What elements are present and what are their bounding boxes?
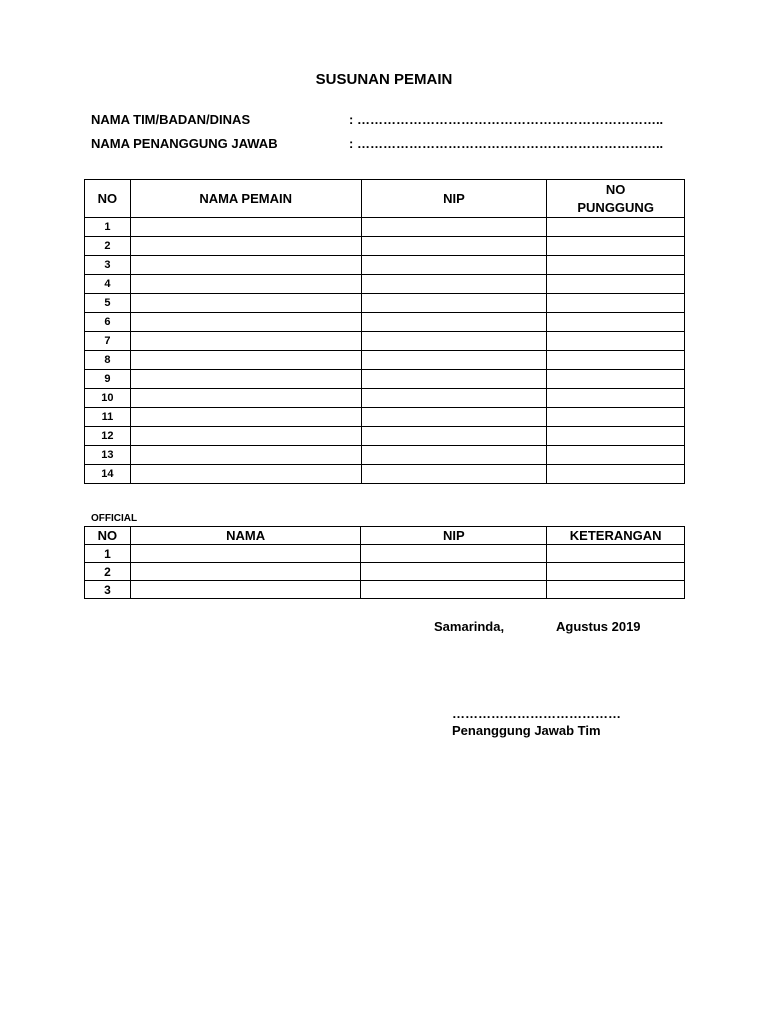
official-header-name: NAMA: [130, 527, 361, 545]
player-cell-name[interactable]: [130, 351, 361, 370]
official-row: [85, 563, 685, 581]
player-row: [85, 389, 685, 408]
player-cell-extra[interactable]: [547, 446, 685, 465]
header-jersey-number-label: NO PUNGGUNG: [577, 181, 654, 215]
official-header-no: NO: [85, 527, 131, 545]
officials-header-row: [85, 527, 685, 545]
player-cell-no: 2: [85, 237, 131, 256]
player-cell-extra[interactable]: [547, 465, 685, 484]
player-cell-no: 8: [85, 351, 131, 370]
player-cell-nip[interactable]: [361, 427, 547, 446]
header-nip: NIP: [361, 180, 547, 218]
player-cell-no: 9: [85, 370, 131, 389]
player-cell-name[interactable]: [130, 465, 361, 484]
header-no: NO: [85, 180, 131, 218]
player-cell-nip[interactable]: [361, 408, 547, 427]
header-jersey-number: [547, 180, 685, 218]
page-title: SUSUNAN PEMAIN: [315, 71, 453, 88]
player-cell-nip[interactable]: [361, 351, 547, 370]
player-cell-extra[interactable]: [547, 294, 685, 313]
player-cell-no: 14: [85, 465, 131, 484]
responsible-name-label: NAMA PENANGGUNG JAWAB: [91, 136, 278, 151]
officials-table: [84, 526, 685, 599]
official-cell-extra[interactable]: [547, 581, 685, 599]
official-header-nip: NIP: [361, 527, 547, 545]
player-row: [85, 370, 685, 389]
player-cell-name[interactable]: [130, 427, 361, 446]
player-cell-name[interactable]: [130, 332, 361, 351]
player-cell-no: 10: [85, 389, 131, 408]
player-cell-extra[interactable]: [547, 351, 685, 370]
signature-place: Samarinda,: [434, 619, 505, 634]
signature-date: Agustus 2019: [556, 619, 641, 634]
player-cell-extra[interactable]: [547, 313, 685, 332]
player-cell-extra[interactable]: [547, 332, 685, 351]
player-cell-name[interactable]: [130, 446, 361, 465]
player-cell-nip[interactable]: [361, 218, 547, 237]
player-cell-nip[interactable]: [361, 465, 547, 484]
player-cell-nip[interactable]: [361, 446, 547, 465]
player-cell-name[interactable]: [130, 294, 361, 313]
player-row: [85, 218, 685, 237]
official-cell-no: 1: [85, 545, 131, 563]
player-row: [85, 294, 685, 313]
player-cell-extra[interactable]: [547, 275, 685, 294]
signature-role: Penanggung Jawab Tim: [452, 723, 601, 738]
header-player-name: NAMA PEMAIN: [130, 180, 361, 218]
official-cell-extra[interactable]: [547, 563, 685, 581]
player-row: [85, 275, 685, 294]
player-cell-extra[interactable]: [547, 256, 685, 275]
official-cell-nip[interactable]: [361, 581, 547, 599]
player-row: [85, 237, 685, 256]
player-cell-name[interactable]: [130, 408, 361, 427]
official-caption: OFFICIAL: [91, 513, 138, 524]
signature-line: …………………………………: [452, 706, 621, 721]
official-cell-nip[interactable]: [361, 545, 547, 563]
player-cell-name[interactable]: [130, 313, 361, 332]
player-cell-name[interactable]: [130, 218, 361, 237]
official-cell-no: 2: [85, 563, 131, 581]
player-cell-name[interactable]: [130, 256, 361, 275]
player-cell-extra[interactable]: [547, 218, 685, 237]
official-cell-nip[interactable]: [361, 563, 547, 581]
official-row: [85, 545, 685, 563]
player-cell-nip[interactable]: [361, 370, 547, 389]
official-cell-name[interactable]: [130, 545, 361, 563]
team-name-label: NAMA TIM/BADAN/DINAS: [91, 112, 251, 127]
player-row: [85, 446, 685, 465]
player-cell-nip[interactable]: [361, 237, 547, 256]
player-cell-nip[interactable]: [361, 275, 547, 294]
responsible-name-field[interactable]: : ……………………………………………………………..: [349, 136, 664, 151]
official-cell-no: 3: [85, 581, 131, 599]
player-cell-nip[interactable]: [361, 256, 547, 275]
player-cell-extra[interactable]: [547, 237, 685, 256]
player-cell-nip[interactable]: [361, 313, 547, 332]
player-cell-name[interactable]: [130, 237, 361, 256]
player-cell-no: 12: [85, 427, 131, 446]
official-cell-name[interactable]: [130, 563, 361, 581]
official-cell-extra[interactable]: [547, 545, 685, 563]
official-row: [85, 581, 685, 599]
player-cell-no: 7: [85, 332, 131, 351]
player-row: [85, 427, 685, 446]
official-header-remarks: KETERANGAN: [547, 527, 685, 545]
player-cell-name[interactable]: [130, 370, 361, 389]
player-cell-extra[interactable]: [547, 427, 685, 446]
player-cell-extra[interactable]: [547, 408, 685, 427]
player-cell-no: 3: [85, 256, 131, 275]
player-cell-extra[interactable]: [547, 389, 685, 408]
team-name-field[interactable]: : ……………………………………………………………..: [349, 112, 664, 127]
player-cell-name[interactable]: [130, 389, 361, 408]
player-cell-no: 4: [85, 275, 131, 294]
player-cell-nip[interactable]: [361, 332, 547, 351]
player-row: [85, 351, 685, 370]
player-cell-no: 1: [85, 218, 131, 237]
player-cell-no: 6: [85, 313, 131, 332]
player-cell-extra[interactable]: [547, 370, 685, 389]
player-cell-no: 11: [85, 408, 131, 427]
player-row: [85, 408, 685, 427]
player-row: [85, 313, 685, 332]
players-table: [84, 179, 685, 484]
player-cell-nip[interactable]: [361, 294, 547, 313]
player-cell-nip[interactable]: [361, 389, 547, 408]
player-row: [85, 332, 685, 351]
player-row: [85, 465, 685, 484]
players-header-row: [85, 180, 685, 218]
official-cell-name[interactable]: [130, 581, 361, 599]
player-row: [85, 256, 685, 275]
player-cell-no: 13: [85, 446, 131, 465]
player-cell-no: 5: [85, 294, 131, 313]
player-cell-name[interactable]: [130, 275, 361, 294]
